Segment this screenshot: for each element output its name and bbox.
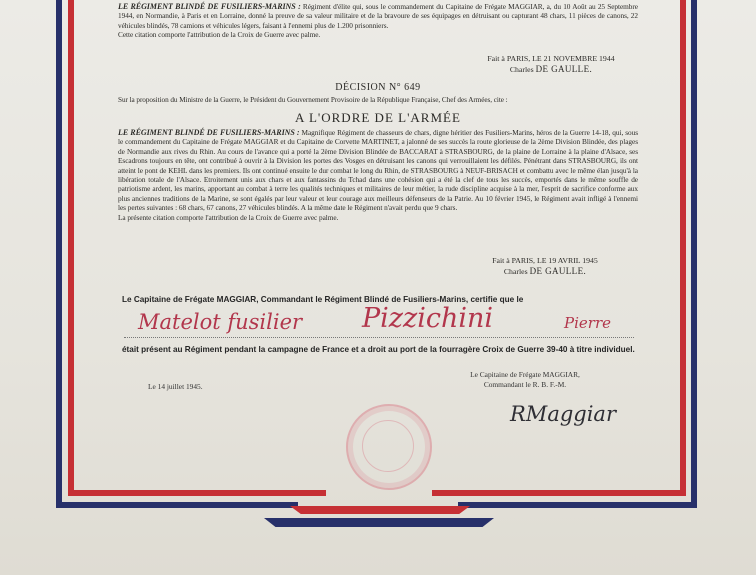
signature-2-prefix: Charles [503,267,528,276]
border-blue-right [691,0,697,508]
signature-1-signer [446,64,656,75]
citation-2-text [118,128,638,213]
signature-2-signer [440,266,650,277]
decision-preamble: Sur la proposition du Ministre de la Guerre, le Président du Gouvernement Provisoire de la République Française, Chef des Armées, cite : [118,96,508,104]
border-blue-bottom-right [458,502,697,508]
decision-order: A L'ORDRE DE L'ARMÉE [295,110,461,125]
signature-2-name: DE GAULLE. [529,266,587,276]
signature-1-place-date: Fait à PARIS, LE 21 NOVEMBRE 1944 [487,54,615,63]
commander-line-1: Le Capitaine de Frégate MAGGIAR, [470,370,580,379]
citation-2-lead: LE RÉGIMENT BLINDÉ DE FUSILIERS-MARINS : [118,128,300,137]
handwritten-rank: Matelot fusilier [138,310,303,334]
citation-1 [118,2,638,40]
signature-2-place-date: Fait à PARIS, LE 19 AVRIL 1945 [492,256,598,265]
citation-1-text [118,2,638,30]
citation-2-body: Magnifique Régiment de chasseurs de chars, digne héritier des Fusiliers-Marins, héros de la Guerre 14-18, qui, sous le commandement du Capitaine de Frégate MAGGIAR et du Capitaine de Corvette MARTINET, a jalonné de ses succès la route glorieuse de la 2ème Division Blindée, des plages de Normandie aux rives du Rhin. Au cours de l'avance qui a porté la 2ème Division Blindée de BACCARAT à STRASBOURG, de la plaine de Lorraine à la plaine d'Alsace, ses Escadrons toujours en tête, ont contribué à ouvrir à la Division les portes des Vosges en détruisant les canons qui verrouillaient les défilés. Pénétrant dans STRASBOURG, ils ont atteint le pont de KEHL dans les premiers. Ils ont continué ensuite le dur combat le long du Rhin, de STRASBOURG à NEUF-BRISACH et combattu avec le même élan jusqu'à la libération totale de l'Alsace. Etroitement unis aux chars et aux fantassins du Tchad dans une cohésion qui a été la clef de tous les succès, emportés dans le même souffle de patriotisme ardent, les marins, apportant au combat à terre les qualités techniques et militaires de leur métier, la rude discipline acquise à la mer, l'esprit de sacrifice conforme aux plus anciennes traditions de la Marine, se sont égalés par leur valeur et leur courage aux meilleurs défenseurs de la Patrie. Au 10 février 1945, le Régiment avait infligé à l'ennemi les pertes suivantes : 68 chars, 67 canons, 27 véhicules blindés. A la même date le Régiment n'avait perdu que 9 chars. [118,128,638,213]
border-red-left [68,0,74,496]
citation-1-closing: Cette citation comporte l'attribution de la Croix de Guerre avec palme. [118,30,321,40]
citation-1-body: Régiment d'élite qui, sous le commandement du Capitaine de Frégate MAGGIAR, a, du 10 Août au 25 Septembre 1944, en Normandie, à Paris et en Lorraine, donné la preuve de sa valeur militaire et de la bravoure de ses équipages en détruisant ou capturant 48 chars, 11 pièces de canons, 22 véhicules blindés, 78 camions et véhicules légers, faisant à l'ennemi plus de 1.200 prisonniers. [118,2,638,30]
signature-block-2 [440,256,650,277]
tricolor-chevron-blue [264,518,494,527]
decision-title: DÉCISION N° 649 [335,82,421,93]
citation-2-closing: La présente citation comporte l'attribution de la Croix de Guerre avec palme. [118,212,339,222]
border-blue-left [56,0,62,508]
signature-1-prefix: Charles [509,65,534,74]
signature-1-name: DE GAULLE. [535,64,593,74]
certificate-statement: était présent au Régiment pendant la campagne de France et a droit au port de la fourragère Croix de Guerre 39-40 à titre individuel. [122,345,635,354]
certificate-intro: Le Capitaine de Frégate MAGGIAR, Commandant le Régiment Blindé de Fusiliers-Marins, certifie que le [122,295,524,304]
decision-preamble-wrap [118,96,638,105]
citation-1-lead: LE RÉGIMENT BLINDÉ DE FUSILIERS-MARINS : [118,2,301,11]
border-red-bottom-right [432,490,686,496]
border-red-bottom-left [68,490,326,496]
commander-line-2: Commandant le R. B. F.-M. [483,379,567,389]
citation-2 [118,128,638,222]
name-dotted-line [124,337,634,338]
commander-signature: RMaggiar [510,402,616,426]
official-stamp-inner [362,420,414,472]
handwritten-surname: Pizzichini [362,303,494,334]
signature-block-1 [446,54,656,75]
border-blue-bottom-left [56,502,298,508]
official-stamp [346,404,432,490]
tricolor-chevron-red [290,506,470,514]
handwritten-firstname: Pierre [564,314,611,332]
certificate-date: Le 14 juillet 1945. [148,382,203,391]
commander-block [450,370,600,389]
border-red-right [680,0,686,496]
